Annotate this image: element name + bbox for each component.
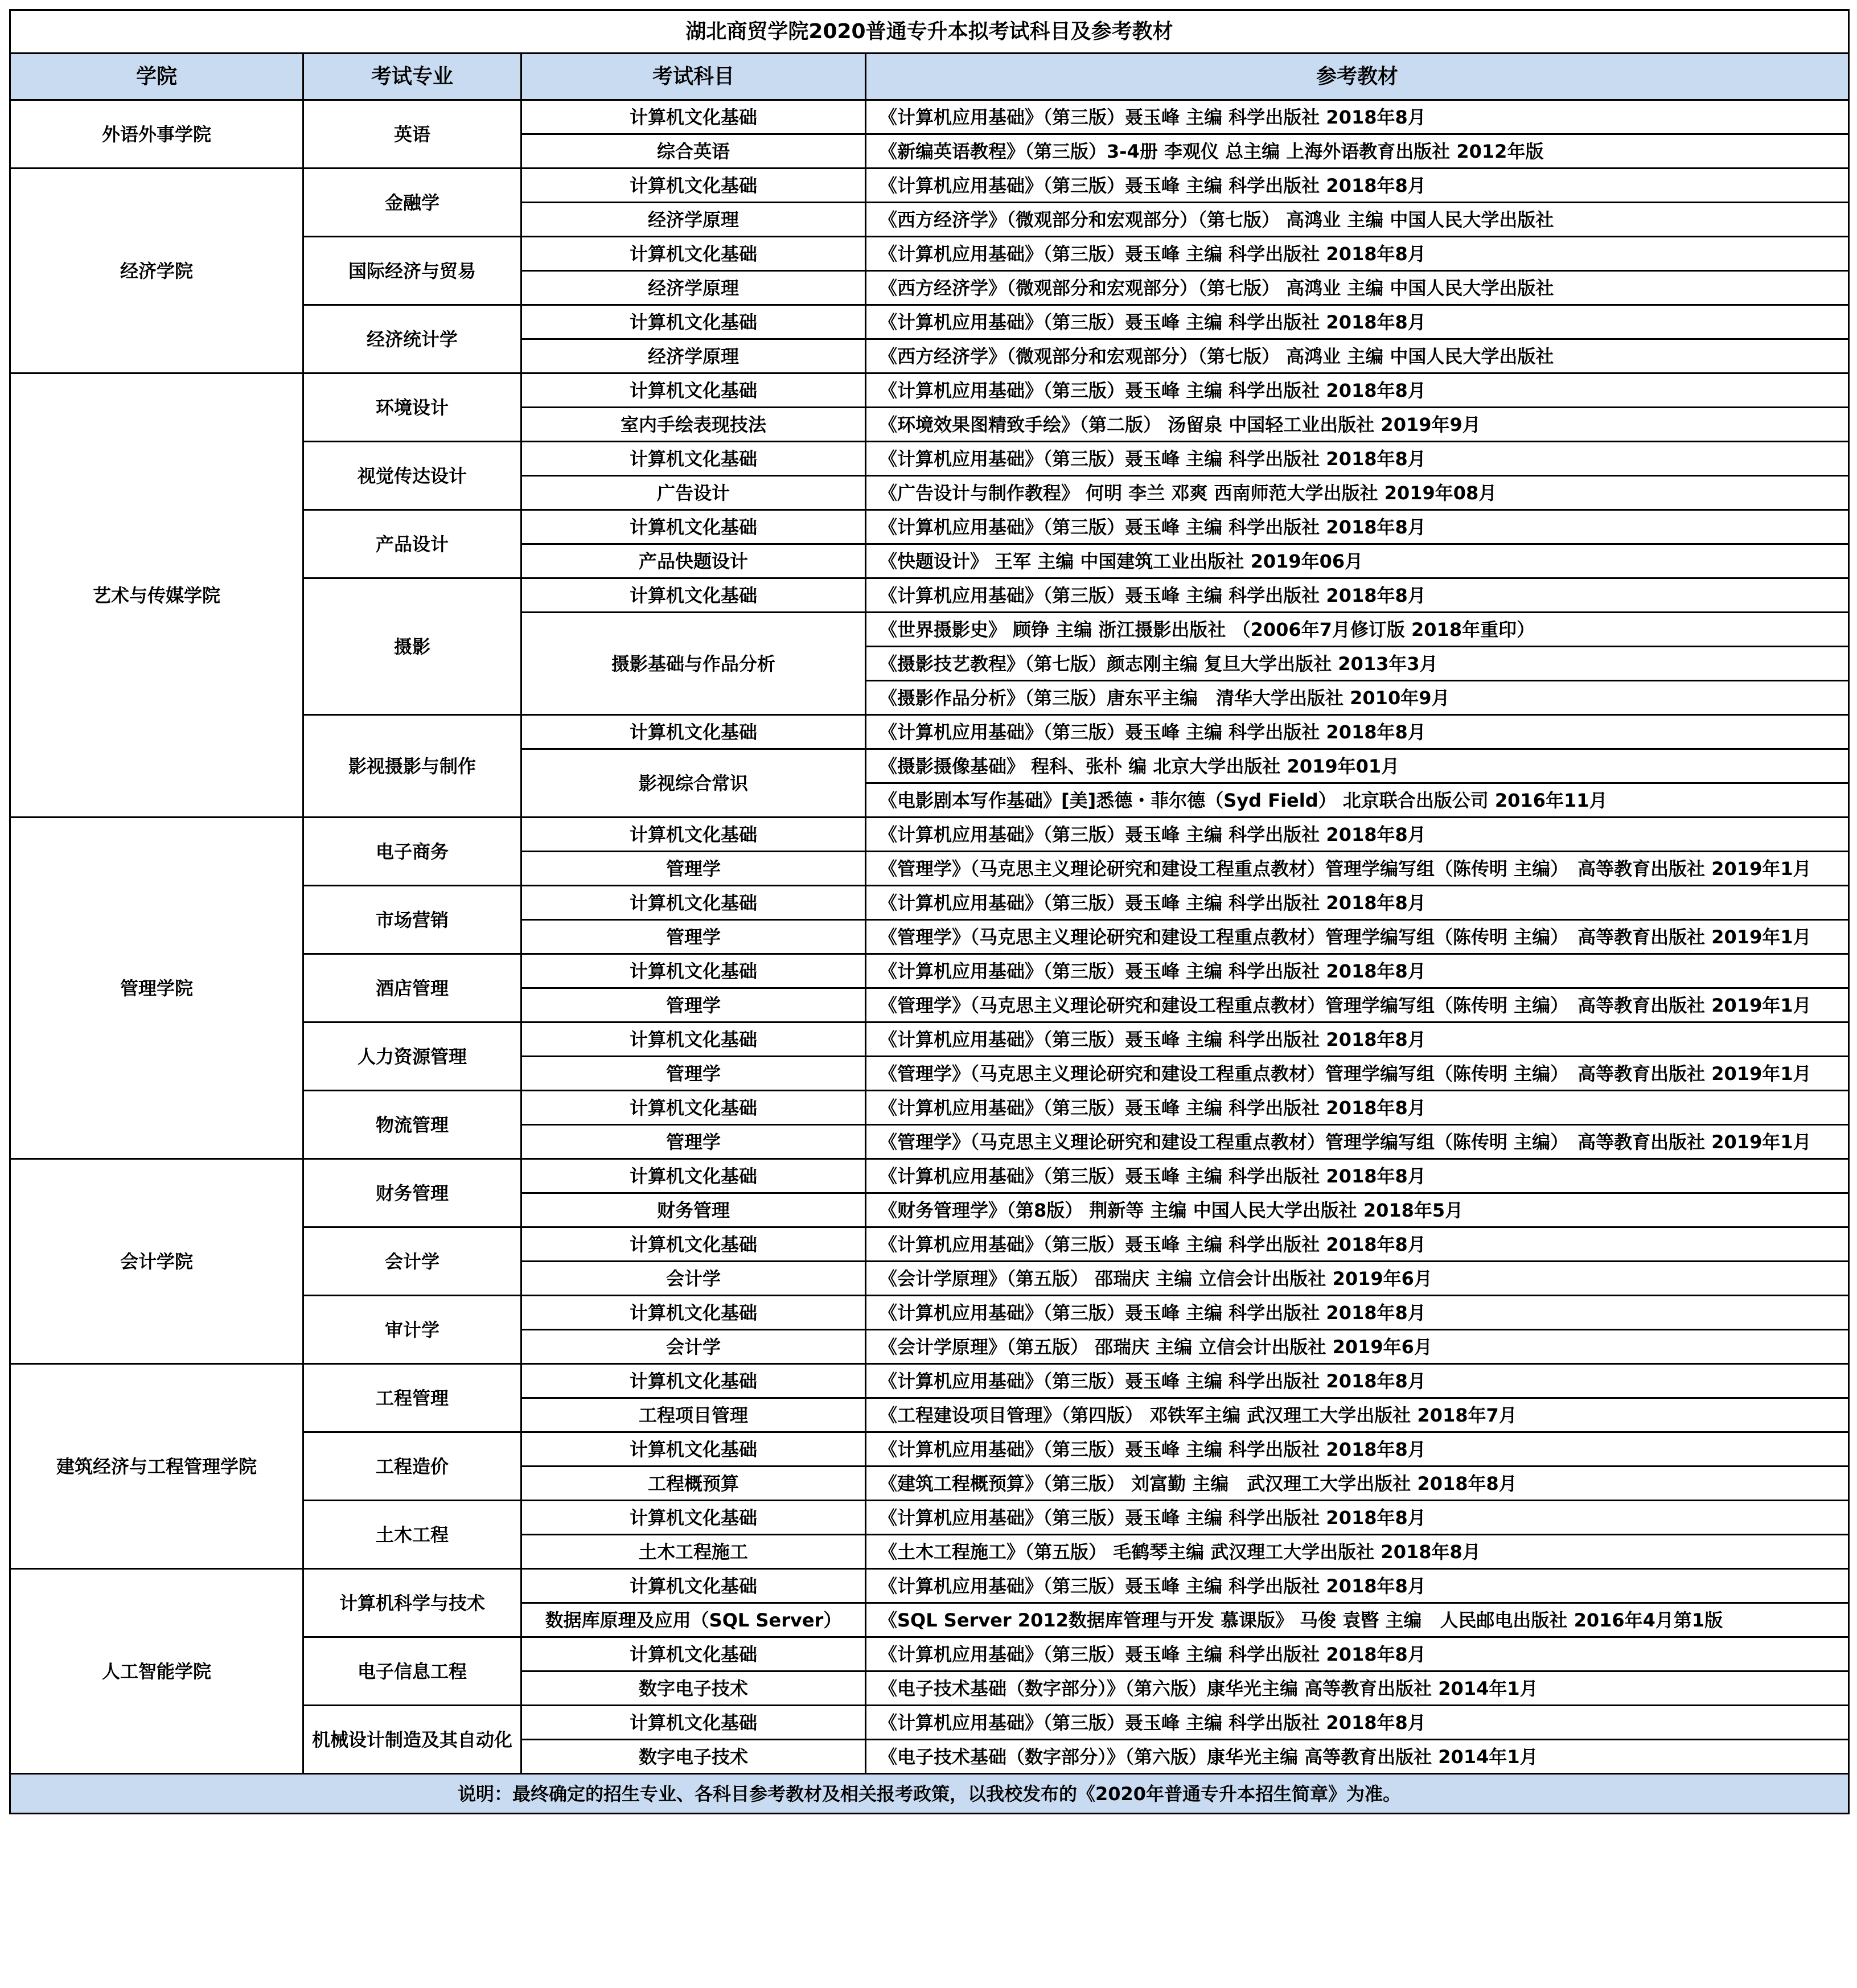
- textbook-cell: 《计算机应用基础》（第三版）聂玉峰 主编 科学出版社 2018年8月: [866, 818, 1849, 852]
- textbook-cell: 《西方经济学》（微观部分和宏观部分）（第七版） 高鸿业 主编 中国人民大学出版社: [866, 271, 1849, 305]
- textbook-cell: 《会计学原理》（第五版） 邵瑞庆 主编 立信会计出版社 2019年6月: [866, 1262, 1849, 1296]
- major-cell: 审计学: [303, 1296, 521, 1364]
- major-cell: 摄影: [303, 578, 521, 715]
- header-college: 学院: [10, 54, 303, 100]
- subject-cell: 摄影基础与作品分析: [521, 613, 866, 715]
- textbook-cell: 《计算机应用基础》（第三版）聂玉峰 主编 科学出版社 2018年8月: [866, 1501, 1849, 1535]
- major-cell: 机械设计制造及其自动化: [303, 1706, 521, 1774]
- textbook-cell: 《计算机应用基础》（第三版）聂玉峰 主编 科学出版社 2018年8月: [866, 1296, 1849, 1330]
- textbook-cell: 《计算机应用基础》（第三版）聂玉峰 主编 科学出版社 2018年8月: [866, 1637, 1849, 1671]
- college-cell: 经济学院: [10, 169, 303, 373]
- subject-cell: 室内手绘表现技法: [521, 408, 866, 442]
- subject-cell: 经济学原理: [521, 339, 866, 373]
- major-cell: 财务管理: [303, 1159, 521, 1227]
- textbook-cell: 《计算机应用基础》（第三版）聂玉峰 主编 科学出版社 2018年8月: [866, 510, 1849, 544]
- major-cell: 计算机科学与技术: [303, 1569, 521, 1637]
- subject-cell: 计算机文化基础: [521, 1501, 866, 1535]
- textbook-cell: 《建筑工程概预算》（第三版） 刘富勤 主编 武汉理工大学出版社 2018年8月: [866, 1467, 1849, 1501]
- textbook-cell: 《SQL Server 2012数据库管理与开发 慕课版》 马俊 袁暋 主编 人民邮电出版社 2016年4月第1版: [866, 1603, 1849, 1637]
- table-row: [10, 169, 1849, 203]
- subject-cell: 计算机文化基础: [521, 886, 866, 920]
- subject-cell: 管理学: [521, 920, 866, 954]
- subject-cell: 计算机文化基础: [521, 442, 866, 476]
- subject-cell: 数字电子技术: [521, 1740, 866, 1774]
- table-row: [10, 373, 1849, 408]
- college-cell: 建筑经济与工程管理学院: [10, 1364, 303, 1569]
- subject-cell: 管理学: [521, 1057, 866, 1091]
- textbook-cell: 《电影剧本写作基础》[美]悉德・菲尔德（Syd Field） 北京联合出版公司 2016年11月: [866, 783, 1849, 818]
- textbook-cell: 《工程建设项目管理》（第四版） 邓铁军主编 武汉理工大学出版社 2018年7月: [866, 1398, 1849, 1432]
- textbook-cell: 《计算机应用基础》（第三版）聂玉峰 主编 科学出版社 2018年8月: [866, 715, 1849, 749]
- textbook-cell: 《电子技术基础（数字部分）》（第六版）康华光主编 高等教育出版社 2014年1月: [866, 1740, 1849, 1774]
- major-cell: 国际经济与贸易: [303, 237, 521, 305]
- subject-cell: 产品快题设计: [521, 544, 866, 578]
- textbook-cell: 《快题设计》 王军 主编 中国建筑工业出版社 2019年06月: [866, 544, 1849, 578]
- college-cell: 人工智能学院: [10, 1569, 303, 1774]
- subject-cell: 计算机文化基础: [521, 237, 866, 271]
- textbook-cell: 《计算机应用基础》（第三版）聂玉峰 主编 科学出版社 2018年8月: [866, 305, 1849, 339]
- table-body: [10, 100, 1849, 1774]
- table-row: [10, 1569, 1849, 1603]
- major-cell: 酒店管理: [303, 954, 521, 1022]
- header-subject: 考试科目: [521, 54, 866, 100]
- subject-cell: 计算机文化基础: [521, 954, 866, 988]
- textbook-cell: 《西方经济学》（微观部分和宏观部分）（第七版） 高鸿业 主编 中国人民大学出版社: [866, 339, 1849, 373]
- textbook-cell: 《管理学》（马克思主义理论研究和建设工程重点教材）管理学编写组（陈传明 主编） 高等教育出版社 2019年1月: [866, 852, 1849, 886]
- subject-cell: 计算机文化基础: [521, 510, 866, 544]
- subject-cell: 计算机文化基础: [521, 1432, 866, 1467]
- textbook-cell: 《计算机应用基础》（第三版）聂玉峰 主编 科学出版社 2018年8月: [866, 1227, 1849, 1262]
- textbook-cell: 《西方经济学》（微观部分和宏观部分）（第七版） 高鸿业 主编 中国人民大学出版社: [866, 203, 1849, 237]
- major-cell: 环境设计: [303, 373, 521, 442]
- textbook-cell: 《财务管理学》（第8版） 荆新等 主编 中国人民大学出版社 2018年5月: [866, 1193, 1849, 1227]
- subject-cell: 计算机文化基础: [521, 1569, 866, 1603]
- subject-cell: 计算机文化基础: [521, 100, 866, 134]
- textbook-cell: 《新编英语教程》（第三版）3-4册 李观仪 总主编 上海外语教育出版社 2012年版: [866, 134, 1849, 169]
- subject-cell: 计算机文化基础: [521, 1637, 866, 1671]
- subject-cell: 计算机文化基础: [521, 1364, 866, 1398]
- major-cell: 电子商务: [303, 818, 521, 886]
- exam-table: [9, 9, 1850, 1814]
- textbook-cell: 《计算机应用基础》（第三版）聂玉峰 主编 科学出版社 2018年8月: [866, 1706, 1849, 1740]
- textbook-cell: 《计算机应用基础》（第三版）聂玉峰 主编 科学出版社 2018年8月: [866, 100, 1849, 134]
- subject-cell: 广告设计: [521, 476, 866, 510]
- subject-cell: 会计学: [521, 1330, 866, 1364]
- subject-cell: 计算机文化基础: [521, 1296, 866, 1330]
- subject-cell: 计算机文化基础: [521, 169, 866, 203]
- subject-cell: 数字电子技术: [521, 1671, 866, 1706]
- subject-cell: 影视综合常识: [521, 749, 866, 818]
- major-cell: 物流管理: [303, 1091, 521, 1159]
- major-cell: 工程管理: [303, 1364, 521, 1432]
- college-cell: 会计学院: [10, 1159, 303, 1364]
- subject-cell: 计算机文化基础: [521, 1091, 866, 1125]
- subject-cell: 计算机文化基础: [521, 373, 866, 408]
- major-cell: 土木工程: [303, 1501, 521, 1569]
- table-row: [10, 1364, 1849, 1398]
- textbook-cell: 《计算机应用基础》（第三版）聂玉峰 主编 科学出版社 2018年8月: [866, 1569, 1849, 1603]
- major-cell: 电子信息工程: [303, 1637, 521, 1706]
- textbook-cell: 《计算机应用基础》（第三版）聂玉峰 主编 科学出版社 2018年8月: [866, 954, 1849, 988]
- major-cell: 视觉传达设计: [303, 442, 521, 510]
- table-title: 湖北商贸学院2020普通专升本拟考试科目及参考教材: [10, 10, 1849, 54]
- subject-cell: 土木工程施工: [521, 1535, 866, 1569]
- major-cell: 市场营销: [303, 886, 521, 954]
- table-row: [10, 818, 1849, 852]
- textbook-cell: 《管理学》（马克思主义理论研究和建设工程重点教材）管理学编写组（陈传明 主编） 高等教育出版社 2019年1月: [866, 1125, 1849, 1159]
- major-cell: 英语: [303, 100, 521, 169]
- subject-cell: 管理学: [521, 1125, 866, 1159]
- textbook-cell: 《土木工程施工》（第五版） 毛鹤琴主编 武汉理工大学出版社 2018年8月: [866, 1535, 1849, 1569]
- textbook-cell: 《计算机应用基础》（第三版）聂玉峰 主编 科学出版社 2018年8月: [866, 373, 1849, 408]
- subject-cell: 工程概预算: [521, 1467, 866, 1501]
- textbook-cell: 《计算机应用基础》（第三版）聂玉峰 主编 科学出版社 2018年8月: [866, 578, 1849, 613]
- textbook-cell: 《摄影作品分析》（第三版）唐东平主编 清华大学出版社 2010年9月: [866, 681, 1849, 715]
- textbook-cell: 《摄影摄像基础》 程科、张朴 编 北京大学出版社 2019年01月: [866, 749, 1849, 783]
- major-cell: 影视摄影与制作: [303, 715, 521, 818]
- subject-cell: 管理学: [521, 852, 866, 886]
- table-row: [10, 100, 1849, 134]
- major-cell: 会计学: [303, 1227, 521, 1296]
- textbook-cell: 《计算机应用基础》（第三版）聂玉峰 主编 科学出版社 2018年8月: [866, 1432, 1849, 1467]
- college-cell: 艺术与传媒学院: [10, 373, 303, 818]
- subject-cell: 管理学: [521, 988, 866, 1022]
- subject-cell: 计算机文化基础: [521, 1227, 866, 1262]
- header-major: 考试专业: [303, 54, 521, 100]
- subject-cell: 财务管理: [521, 1193, 866, 1227]
- textbook-cell: 《计算机应用基础》（第三版）聂玉峰 主编 科学出版社 2018年8月: [866, 1022, 1849, 1057]
- textbook-cell: 《计算机应用基础》（第三版）聂玉峰 主编 科学出版社 2018年8月: [866, 886, 1849, 920]
- textbook-cell: 《管理学》（马克思主义理论研究和建设工程重点教材）管理学编写组（陈传明 主编） 高等教育出版社 2019年1月: [866, 1057, 1849, 1091]
- textbook-cell: 《计算机应用基础》（第三版）聂玉峰 主编 科学出版社 2018年8月: [866, 237, 1849, 271]
- textbook-cell: 《环境效果图精致手绘》（第二版） 汤留泉 中国轻工业出版社 2019年9月: [866, 408, 1849, 442]
- textbook-cell: 《计算机应用基础》（第三版）聂玉峰 主编 科学出版社 2018年8月: [866, 1364, 1849, 1398]
- textbook-cell: 《世界摄影史》 顾铮 主编 浙江摄影出版社 （2006年7月修订版 2018年重印）: [866, 613, 1849, 647]
- major-cell: 产品设计: [303, 510, 521, 578]
- textbook-cell: 《广告设计与制作教程》 何明 李兰 邓爽 西南师范大学出版社 2019年08月: [866, 476, 1849, 510]
- subject-cell: 经济学原理: [521, 271, 866, 305]
- subject-cell: 综合英语: [521, 134, 866, 169]
- subject-cell: 计算机文化基础: [521, 818, 866, 852]
- textbook-cell: 《管理学》（马克思主义理论研究和建设工程重点教材）管理学编写组（陈传明 主编） 高等教育出版社 2019年1月: [866, 920, 1849, 954]
- textbook-cell: 《计算机应用基础》（第三版）聂玉峰 主编 科学出版社 2018年8月: [866, 169, 1849, 203]
- major-cell: 金融学: [303, 169, 521, 237]
- college-cell: 管理学院: [10, 818, 303, 1159]
- textbook-cell: 《会计学原理》（第五版） 邵瑞庆 主编 立信会计出版社 2019年6月: [866, 1330, 1849, 1364]
- footnote: 说明：最终确定的招生专业、各科目参考教材及相关报考政策，以我校发布的《2020年普通专升本招生简章》为准。: [10, 1774, 1849, 1814]
- major-cell: 人力资源管理: [303, 1022, 521, 1091]
- textbook-cell: 《管理学》（马克思主义理论研究和建设工程重点教材）管理学编写组（陈传明 主编） 高等教育出版社 2019年1月: [866, 988, 1849, 1022]
- subject-cell: 计算机文化基础: [521, 578, 866, 613]
- major-cell: 工程造价: [303, 1432, 521, 1501]
- subject-cell: 计算机文化基础: [521, 715, 866, 749]
- header-textbook: 参考教材: [866, 54, 1849, 100]
- subject-cell: 计算机文化基础: [521, 1159, 866, 1193]
- textbook-cell: 《计算机应用基础》（第三版）聂玉峰 主编 科学出版社 2018年8月: [866, 1091, 1849, 1125]
- subject-cell: 经济学原理: [521, 203, 866, 237]
- subject-cell: 计算机文化基础: [521, 1022, 866, 1057]
- subject-cell: 工程项目管理: [521, 1398, 866, 1432]
- textbook-cell: 《摄影技艺教程》（第七版）颜志刚主编 复旦大学出版社 2013年3月: [866, 647, 1849, 681]
- subject-cell: 数据库原理及应用（SQL Server）: [521, 1603, 866, 1637]
- subject-cell: 计算机文化基础: [521, 305, 866, 339]
- document: [9, 9, 1850, 1814]
- textbook-cell: 《电子技术基础（数字部分）》（第六版）康华光主编 高等教育出版社 2014年1月: [866, 1671, 1849, 1706]
- textbook-cell: 《计算机应用基础》（第三版）聂玉峰 主编 科学出版社 2018年8月: [866, 442, 1849, 476]
- college-cell: 外语外事学院: [10, 100, 303, 169]
- subject-cell: 计算机文化基础: [521, 1706, 866, 1740]
- subject-cell: 会计学: [521, 1262, 866, 1296]
- table-row: [10, 1159, 1849, 1193]
- major-cell: 经济统计学: [303, 305, 521, 373]
- textbook-cell: 《计算机应用基础》（第三版）聂玉峰 主编 科学出版社 2018年8月: [866, 1159, 1849, 1193]
